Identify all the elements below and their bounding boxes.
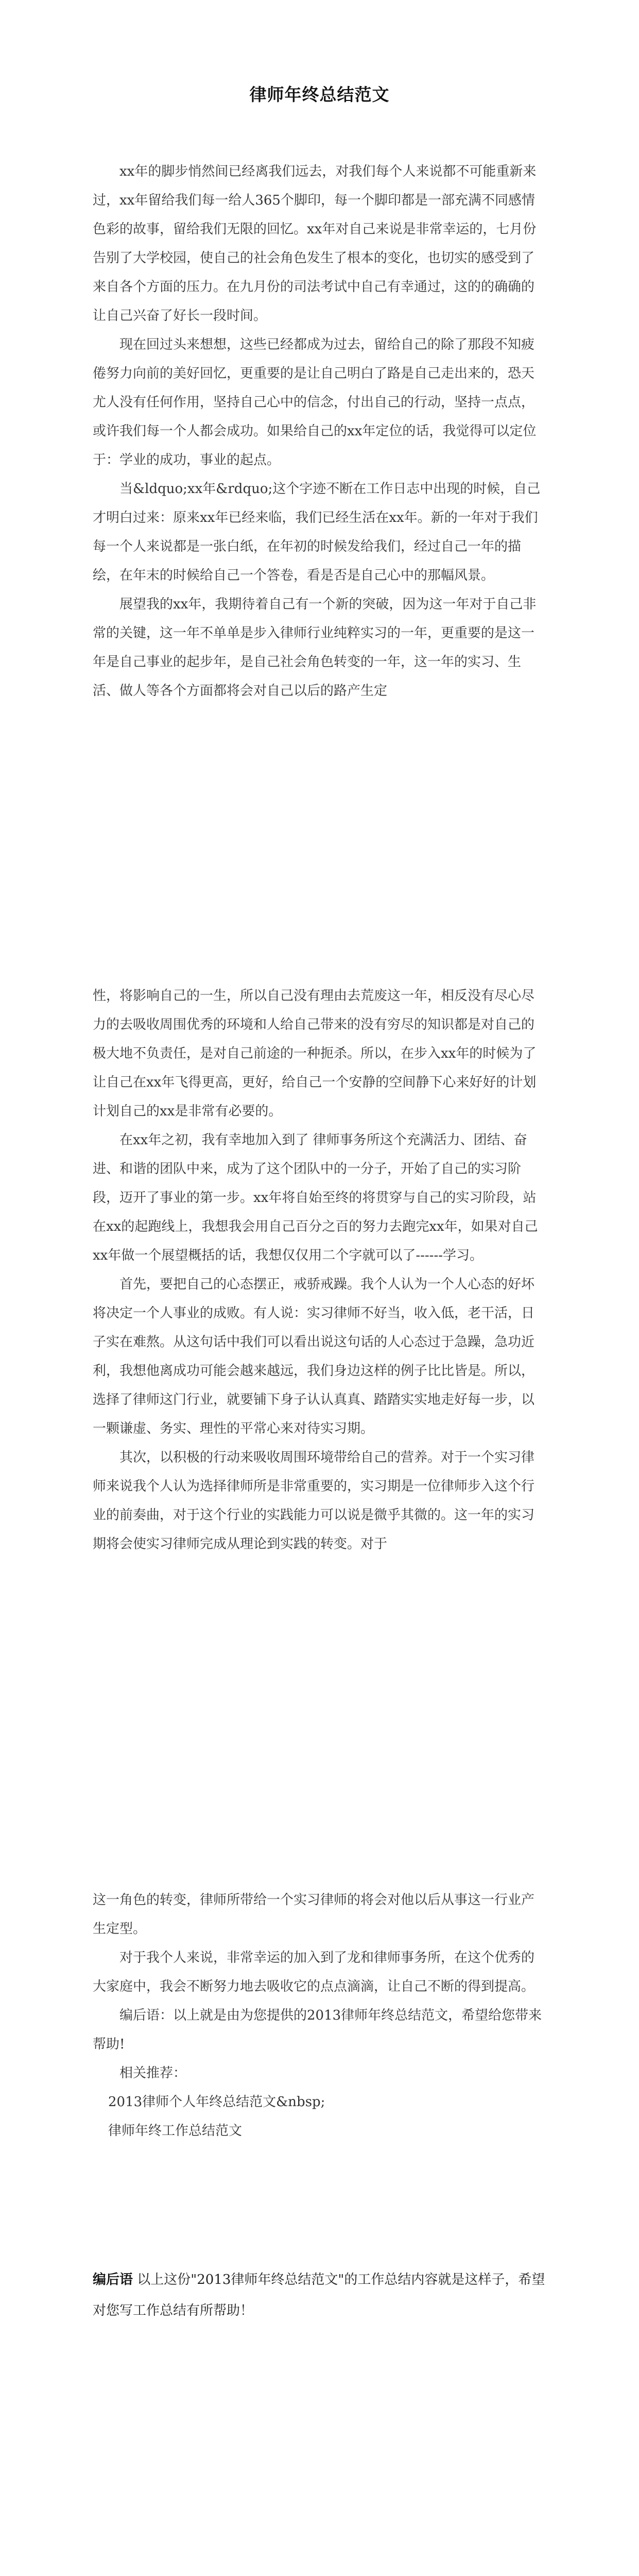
- paragraph: xx年的脚步悄然间已经离我们远去，对我们每个人来说都不可能重新来过，xx年留给我们每一给人365个脚印，每一个脚印都是一部充满不同感情色彩的故事，留给我们无限的回忆。xx年对自己来说是非常幸运的，七月份告别了大学校园，使自己的社会角色发生了根本的变化，也切实的感受到了来自各个方面的压力。在九月份的司法考试中自己有幸通过，这的的确确的让自己兴奋了好长一段时间。: [93, 164, 537, 324]
- paragraph: 在xx年之初，我有幸地加入到了 律师事务所这个充满活力、团结、奋进、和谐的团队中来，成为了这个团队中的一分子，开始了自己的实习阶段，迈开了事业的第一步。xx年将自始至终的将贯穿与自己的实习阶段，站在xx的起跑线上，我想我会用自己百分之百的努力去跑完xx年，如果对自己xx年做一个展望概括的话，我想仅仅用二个字就可以了------学习。: [93, 1132, 538, 1263]
- paragraph: 首先，要把自己的心态摆正，戒骄戒躁。我个人认为一个人心态的好坏将决定一个人事业的成败。有人说：实习律师不好当，收入低，老干活，日子实在难熬。从这句话中我们可以看出说这句话的人心态过于急躁，急功近利，我想他离成功可能会越来越远，我们身边这样的例子比比皆是。所以，选择了律师这门行业，就要铺下身子认认真真、踏踏实实地走好每一步，以一颗谦虚、务实、理性的平常心来对待实习期。: [93, 1277, 535, 1436]
- paragraph: 这一角色的转变，律师所带给一个实习律师的将会对他以后从事这一行业产生定型。: [93, 1892, 535, 1937]
- document-section-2: [93, 981, 547, 1558]
- editor-note-text: 以上这份"2013律师年终总结范文"的工作总结内容就是这样子，希望对您写工作总结有所帮助！: [93, 2272, 545, 2318]
- paragraph: 展望我的xx年，我期待着自己有一个新的突破，因为这一年对于自己非常的关键，这一年不单单是步入律师行业纯粹实习的一年，更重要的是这一年是自己事业的起步年，是自己社会角色转变的一年，这一年的实习、生活、做人等各个方面都将会对自己以后的路产生定: [93, 597, 537, 699]
- paragraph: 其次，以积极的行动来吸收周围环境带给自己的营养。对于一个实习律师来说我个人认为选择律师所是非常重要的，实习期是一位律师步入这个行业的前奏曲，对于这个行业的实践能力可以说是微乎其微的。这一年的实习期将会使实习律师完成从理论到实践的转变。对于: [93, 1450, 535, 1552]
- document-section-3: [93, 1886, 547, 2145]
- related-link[interactable]: 2013律师个人年终总结范文&nbsp;: [108, 2094, 325, 2110]
- document-title: 律师年终总结范文: [249, 84, 390, 105]
- editor-note: [93, 2264, 547, 2326]
- editor-note-label: 编后语: [93, 2272, 133, 2287]
- paragraph: 当&ldquo;xx年&rdquo;这个字迹不断在工作日志中出现的时候，自己才明白过来：原来xx年已经来临，我们已经生活在xx年。新的一年对于我们每一个人来说都是一张白纸，在年初的时候发给我们，经过自己一年的描绘，在年末的时候给自己一个答卷，看是否是自己心中的那幅风景。: [93, 481, 541, 583]
- paragraph: 对于我个人来说，非常幸运的加入到了龙和律师事务所，在这个优秀的大家庭中，我会不断努力地去吸收它的点点滴滴，让自己不断的得到提高。: [93, 1950, 535, 1994]
- paragraph: 相关推荐：: [119, 2065, 187, 2081]
- paragraph: 现在回过头来想想，这些已经都成为过去，留给自己的除了那段不知疲倦努力向前的美好回忆，更重要的是让自己明白了路是自己走出来的，恐天尤人没有任何作用，坚持自己心中的信念，付出自己的行动，坚持一点点，或许我们每一个人都会成功。如果给自己的xx年定位的话，我觉得可以定位于：学业的成功，事业的起点。: [93, 337, 537, 468]
- paragraph: 性，将影响自己的一生，所以自己没有理由去荒废这一年，相反没有尽心尽力的去吸收周围优秀的环境和人给自己带来的没有穷尽的知识都是对自己的极大地不负责任，是对自己前途的一种扼杀。所以，在步入xx年的时候为了让自己在xx年飞得更高，更好，给自己一个安静的空间静下心来好好的计划计划自己的xx是非常有必要的。: [93, 988, 537, 1119]
- document-section-1: [93, 157, 547, 705]
- related-link[interactable]: 律师年终工作总结范文: [108, 2123, 243, 2139]
- paragraph: 编后语：以上就是由为您提供的2013律师年终总结范文，希望给您带来帮助!: [93, 2008, 542, 2052]
